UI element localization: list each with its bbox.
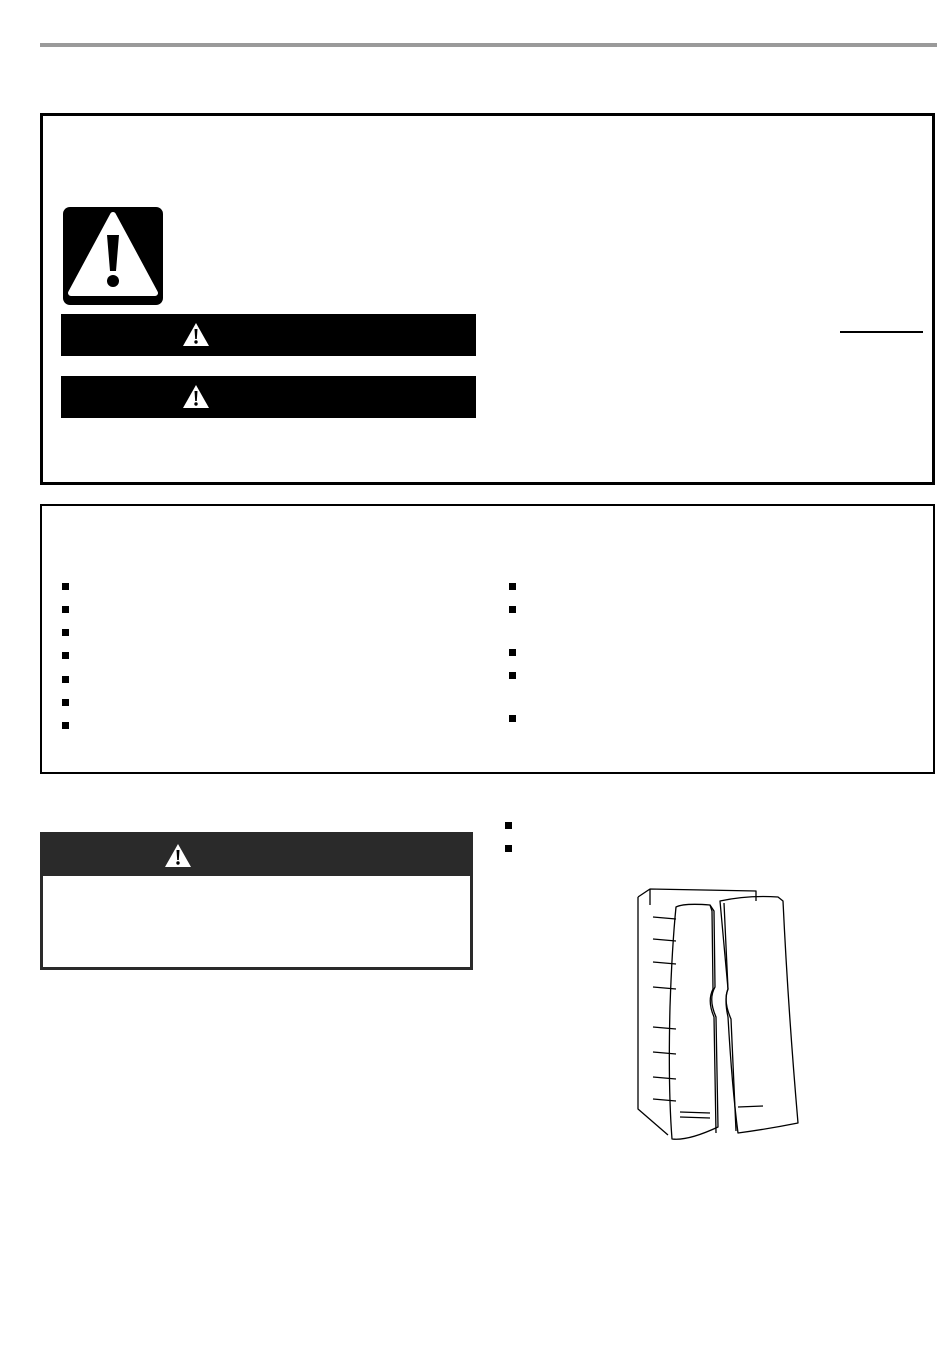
square-bullet-icon xyxy=(509,649,516,656)
suffocation-warning-panel xyxy=(40,832,473,970)
square-bullet-icon xyxy=(509,715,516,722)
square-bullet-icon xyxy=(62,676,69,683)
square-bullet-icon xyxy=(62,722,69,729)
warning-panel-header xyxy=(43,835,470,876)
square-bullet-icon xyxy=(62,606,69,613)
square-bullet-icon xyxy=(62,629,69,636)
square-bullet-icon xyxy=(509,672,516,679)
square-bullet-icon xyxy=(62,583,69,590)
square-bullet-icon xyxy=(62,699,69,706)
square-bullet-icon xyxy=(509,583,516,590)
warning-triangle-icon xyxy=(182,322,210,347)
warning-signal-bar xyxy=(61,376,476,418)
danger-signal-bar xyxy=(61,314,476,356)
square-bullet-icon xyxy=(62,652,69,659)
important-safety-instructions-box xyxy=(40,504,935,774)
safety-notice-box xyxy=(40,113,935,485)
top-divider-rule xyxy=(40,43,937,47)
exclamation-triangle-icon xyxy=(63,207,163,305)
exclamation-alert-icon xyxy=(63,207,163,305)
warning-triangle-icon xyxy=(164,843,192,868)
refrigerator-doors-illustration xyxy=(628,887,810,1145)
underline-rule xyxy=(840,331,923,333)
square-bullet-icon xyxy=(509,606,516,613)
warning-triangle-icon xyxy=(182,384,210,409)
square-bullet-icon xyxy=(505,822,512,829)
square-bullet-icon xyxy=(505,845,512,852)
